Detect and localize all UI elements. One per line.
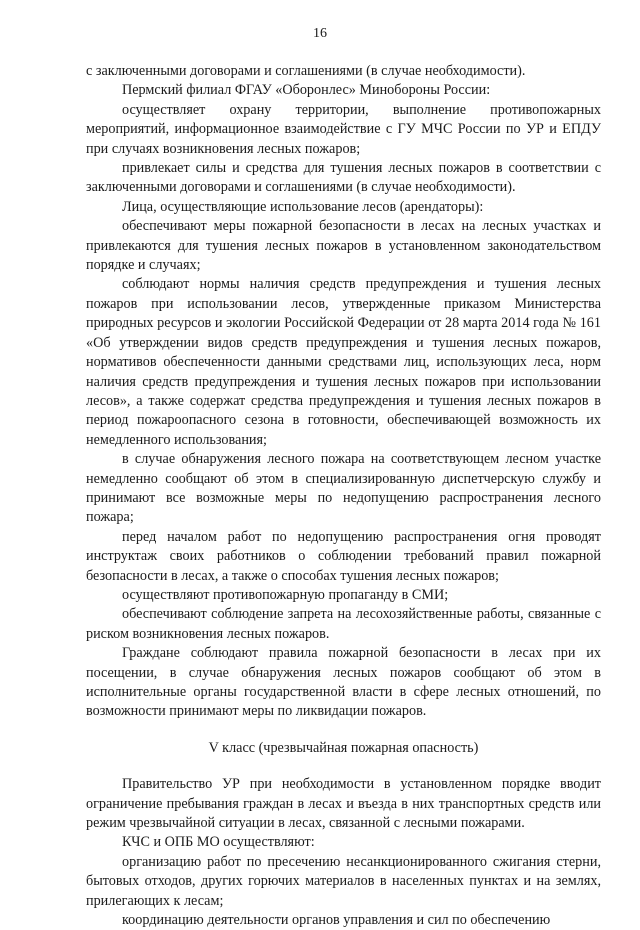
- paragraph-tenants-duty-2: соблюдают нормы наличия средств предупреждения и тушения лесных пожаров при использовании лесов, утвержденные приказом Министерства природных ресурсов и экологии Российской Федерации от 28 марта 2014 года № 161 «Об утверждении видов средств предупреждения и тушения лесных пожаров, нормативов обеспеченности данными средствами лиц, использующих леса, норм наличия средств предупреждения и тушения лесных пожаров при использовании лесов», а также содержат средства предупреждения и тушения лесных пожаров в период пожароопасного сезона в готовности, обеспечивающей возможность их немедленного использования;: [86, 276, 601, 448]
- paragraph-tenants-duty-4: перед началом работ по недопущению распространения огня проводят инструктаж своих работников о соблюдении требований правил пожарной безопасности в лесах, а также о способах тушения лесных пожаров;: [86, 528, 601, 584]
- paragraph-kchs-duty-2: координацию деятельности органов управления и сил по обеспечению: [122, 912, 551, 929]
- paragraph-kchs-heading: КЧС и ОПБ МО осуществляют:: [122, 834, 315, 851]
- document-body: [86, 62, 601, 930]
- paragraph-tenants-duty-6: обеспечивают соблюдение запрета на лесохозяйственные работы, связанные с риском возникновения лесных пожаров.: [86, 606, 601, 642]
- paragraph-tenants-duty-3: в случае обнаружения лесного пожара на соответствующем лесном участке немедленно сообщают об этом в специализированную диспетчерскую службу и принимают все возможные меры по недопущению распространения лесного пожара;: [86, 451, 601, 526]
- paragraph-oboronles-duty-1: осуществляет охрану территории, выполнение противопожарных мероприятий, информационное взаимодействие с ГУ МЧС России по УР и ЕПДУ при случаях возникновения лесных пожаров;: [86, 101, 601, 157]
- paragraph-oboronles-duty-2: привлекает силы и средства для тушения лесных пожаров в соответствии с заключенными договорами и соглашениями (в случае необходимости).: [86, 160, 601, 196]
- paragraph-tenants-duty-1: обеспечивают меры пожарной безопасности в лесах на лесных участках и привлекаются для тушения лесных пожаров в установленном законодательством порядке и случаях;: [86, 218, 601, 274]
- section-heading: V класс (чрезвычайная пожарная опасность): [208, 739, 479, 756]
- paragraph-kchs-duty-1: организацию работ по пресечению несанкционированного сжигания стерни, бытовых отходов, других горючих материалов в населенных пунктах и на землях, прилегающих к лесам;: [86, 853, 601, 909]
- paragraph-tenants-duty-5: осуществляют противопожарную пропаганду в СМИ;: [122, 586, 449, 603]
- paragraph-government: Правительство УР при необходимости в установленном порядке вводит ограничение пребывания граждан в лесах и въезда в них транспортных средств или режим чрезвычайной ситуации в лесах, связанной с лесными пожарами.: [86, 776, 601, 832]
- paragraph-continuation: с заключенными договорами и соглашениями (в случае необходимости).: [86, 63, 526, 79]
- paragraph-citizens: Граждане соблюдают правила пожарной безопасности в лесах при их посещении, в случае обнаружения лесных пожаров сообщают об этом в исполнительные органы государственной власти в сфере лесных отношений, по возможности принимают меры по ликвидации пожаров.: [86, 645, 601, 720]
- paragraph-tenants-heading: Лица, осуществляющие использование лесов (арендаторы):: [122, 198, 484, 215]
- paragraph-oboronles-heading: Пермский филиал ФГАУ «Оборонлес» Минобороны России:: [122, 82, 491, 99]
- page-number: 16: [313, 26, 327, 41]
